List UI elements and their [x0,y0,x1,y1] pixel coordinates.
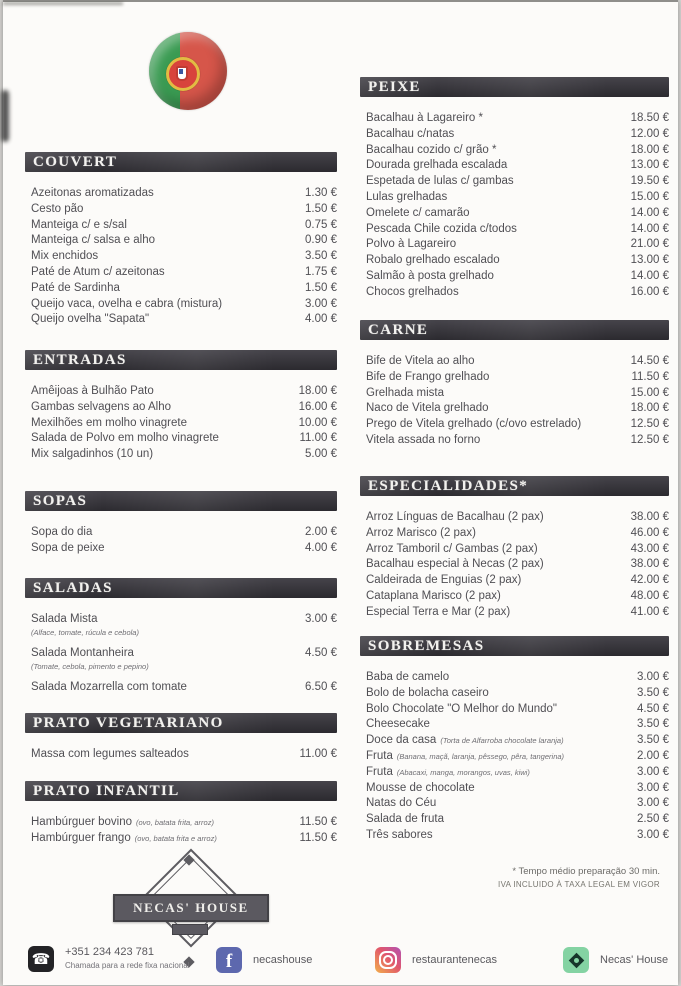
instagram-icon[interactable] [375,947,401,973]
item-name: Salada de Polvo em molho vinagrete [31,432,219,445]
item-note: (Banana, maçã, laranja, pêssego, pêra, tangerina) [396,751,565,761]
portugal-emblem-icon [166,57,200,91]
item-price: 4.00 € [305,313,337,326]
menu-section-saladas [25,578,337,695]
menu-item [360,285,669,301]
facebook-handle: necashouse [253,954,313,966]
section-title: ESPECIALIDADES* [368,478,529,494]
section-title: SOPAS [33,493,88,509]
section-header-peixe [360,77,669,97]
item-price: 4.50 € [305,646,337,659]
item-price: 18.00 € [630,143,669,156]
item-price: 1.50 € [305,202,337,215]
item-price: 1.50 € [305,281,337,294]
item-name: Pescada Chile cozida c/todos [366,222,517,235]
section-title: SALADAS [33,580,113,596]
item-price: 16.00 € [630,285,669,298]
menu-item [25,202,337,218]
item-name: Salada Mozarrella com tomate [31,680,187,693]
section-title: COUVERT [33,154,118,170]
menu-item [360,401,669,417]
item-name: Sopa de peixe [31,541,105,554]
section-header-sobremesas [360,636,669,656]
phone-note: Chamada para a rede fixa nacional [65,961,190,970]
section-items [360,97,669,301]
menu-item [25,297,337,313]
item-price: 3.00 € [637,828,669,841]
item-price: 43.00 € [630,542,669,555]
menu-item [25,815,337,831]
item-name: Bolo Chocolate "O Melhor do Mundo" [366,702,557,715]
menu-item [360,733,669,749]
item-price: 11.00 € [299,432,337,445]
item-price: 6.50 € [305,680,337,693]
section-title: PRATO VEGETARIANO [33,715,224,731]
menu-item [25,646,337,672]
item-price: 0.90 € [305,234,337,247]
menu-item [360,702,669,718]
menu-item [25,541,337,557]
item-name: Sopa do dia [31,526,93,538]
phone-contact [28,946,190,972]
item-price: 38.00 € [630,511,669,523]
item-name: Cheesecake [366,718,430,731]
item-price: 14.00 € [630,269,669,282]
item-name: Espetada de lulas c/ gambas [366,175,514,188]
menu-item [25,416,337,432]
instagram-handle: restaurantenecas [412,954,497,966]
item-price: 2.50 € [637,813,669,826]
item-name: Azeitonas aromatizadas [31,187,154,199]
item-name: Doce da casa [366,734,437,747]
item-name: Salada Mista [31,613,98,625]
item-price: 12.50 € [630,418,669,431]
item-name: Massa com legumes salteados [31,748,189,760]
item-name: Bacalhau especial à Necas (2 pax) [366,558,544,571]
menu-item [360,605,669,621]
menu-item [360,542,669,558]
menu-item [25,400,337,416]
menu-item [360,781,669,797]
menu-item [360,765,669,781]
section-header-couvert [25,152,337,172]
item-price: 3.00 € [637,765,669,778]
menu-section-sobremesas [360,636,669,844]
item-price: 3.50 € [637,734,669,747]
item-description: (Tomate, cebola, pimento e pepino) [31,661,149,671]
menu-item [360,749,669,765]
item-price: 19.50 € [630,175,669,188]
menu-item [25,265,337,281]
scan-smudge [1,90,9,142]
item-price: 13.00 € [630,159,669,172]
item-name: Bacalhau c/natas [366,127,455,140]
menu-item [360,526,669,542]
item-name: Manteiga c/ e s/sal [31,218,127,231]
item-name: Bife de Frango grelhado [366,370,490,383]
footnote-vat: IVA INCLUIDO À TAXA LEGAL EM VIGOR [498,880,660,889]
menu-item [360,557,669,573]
item-name: Arroz Línguas de Bacalhau (2 pax) [366,511,544,523]
menu-section-especialidades [360,476,669,621]
brand-contact [563,947,668,973]
menu-item [360,417,669,433]
item-price: 18.50 € [630,112,669,124]
section-items [25,370,337,463]
item-name: Cesto pão [31,202,84,215]
item-name: Mousse de chocolate [366,781,475,794]
item-name: Especial Terra e Mar (2 pax) [366,605,511,618]
item-name: Queijo vaca, ovelha e cabra (mistura) [31,297,223,310]
menu-item [360,143,669,159]
item-price: 38.00 € [630,558,669,571]
phone-icon: ☎ [28,946,54,972]
section-items [25,172,337,328]
item-price: 14.00 € [630,206,669,219]
menu-item [360,127,669,143]
brand-label: Necas' House [600,954,669,966]
menu-item [360,354,669,370]
menu-item [360,190,669,206]
item-price: 15.00 € [630,386,669,399]
menu-item [360,510,669,526]
item-name: Bacalhau à Lagareiro * [366,112,483,124]
item-price: 18.00 € [630,402,669,415]
section-title: CARNE [368,322,429,338]
instagram-contact[interactable] [375,947,497,973]
section-title: PEIXE [368,79,421,95]
section-items [360,496,669,621]
menu-item [25,312,337,328]
item-name: Dourada grelhada escalada [366,159,508,172]
scan-edge-artifact [3,2,123,5]
item-name: Cataplana Marisco (2 pax) [366,589,501,602]
menu-column-right [360,77,669,867]
facebook-contact[interactable] [216,947,312,973]
item-price: 2.00 € [637,749,669,762]
menu-section-prato-vegetariano [25,713,337,763]
necas-house-app-icon [563,947,589,973]
item-name: Hambúrguer frango [31,831,131,844]
menu-item [25,680,337,696]
menu-item [360,237,669,253]
item-price: 14.50 € [630,355,669,367]
menu-item [360,111,669,127]
item-price: 11.00 € [299,748,337,760]
menu-item [360,158,669,174]
item-name: Robalo grelhado escalado [366,254,500,267]
menu-item [25,233,337,249]
item-price: 16.00 € [298,400,337,413]
item-price: 3.50 € [305,250,337,263]
section-items [25,801,337,847]
item-price: 11.50 € [631,370,669,383]
item-name: Gambas selvagens ao Alho [31,400,172,413]
item-price: 3.00 € [637,797,669,810]
section-header-prato-infantil [25,781,337,801]
item-price: 1.30 € [305,187,337,199]
section-items [25,733,337,763]
item-price: 10.00 € [298,416,337,429]
item-price: 2.00 € [305,526,337,538]
item-name: Bife de Vitela ao alho [366,355,475,367]
item-name: Amêijoas à Bulhão Pato [31,385,154,397]
item-name: Mix salgadinhos (10 un) [31,448,154,461]
item-price: 4.00 € [305,541,337,554]
menu-section-sopas [25,491,337,557]
menu-item [25,431,337,447]
item-name: Paté de Atum c/ azeitonas [31,265,165,278]
item-name: Arroz Tamboril c/ Gambas (2 pax) [366,542,538,555]
menu-item [25,218,337,234]
logo-ribbon [113,894,269,922]
item-name: Polvo à Lagareiro [366,238,457,251]
item-price: 15.00 € [630,190,669,203]
section-items [360,656,669,844]
item-price: 21.00 € [630,238,669,251]
item-price: 0.75 € [305,218,337,231]
item-name: Salmão à posta grelhado [366,269,494,282]
item-price: 3.00 € [305,613,337,625]
menu-item [360,206,669,222]
item-price: 13.00 € [630,254,669,267]
item-price: 3.00 € [637,781,669,794]
facebook-icon[interactable]: f [216,947,242,973]
item-price: 3.50 € [637,718,669,731]
item-name: Salada Montanheira [31,646,134,659]
item-name: Três sabores [366,828,433,841]
menu-item [25,525,337,541]
item-price: 48.00 € [630,589,669,602]
section-header-especialidades [360,476,669,496]
menu-item [25,186,337,202]
menu-item [25,747,337,763]
menu-section-prato-infantil [25,781,337,847]
menu-section-peixe [360,77,669,301]
menu-item [360,370,669,386]
item-price: 42.00 € [630,574,669,587]
item-name: Caldeirada de Enguias (2 pax) [366,574,522,587]
footnote [498,866,660,889]
item-price: 41.00 € [630,605,669,618]
menu-item [25,249,337,265]
menu-item [360,174,669,190]
section-header-prato-vegetariano [25,713,337,733]
menu-item [360,386,669,402]
item-name: Vitela assada no forno [366,433,481,446]
item-price: 1.75 € [305,265,337,278]
menu-item [360,686,669,702]
item-name: Manteiga c/ salsa e alho [31,234,156,247]
item-name: Bacalhau cozido c/ grão * [366,143,497,156]
footer-bar [3,938,681,984]
item-price: 11.50 € [299,816,337,828]
item-name: Mexilhões em molho vinagrete [31,416,187,429]
section-items [360,340,669,449]
phone-number: +351 234 423 781 [65,946,155,958]
section-items [25,598,337,695]
item-note: (Abacaxi, manga, morangos, uvas, kiwi) [396,767,530,777]
section-header-entradas [25,350,337,370]
menu-item [25,281,337,297]
menu-item [360,573,669,589]
menu-section-carne [360,320,669,449]
menu-item [360,433,669,449]
item-price: 18.00 € [298,385,337,397]
menu-page [3,0,678,985]
item-price: 14.00 € [630,222,669,235]
menu-item [360,812,669,828]
item-price: 3.50 € [637,686,669,699]
item-price: 4.50 € [637,702,669,715]
item-note: (Torta de Alfarroba chocolate laranja) [440,736,564,746]
item-name: Arroz Marisco (2 pax) [366,526,476,539]
item-note: (ovo, batata frita e arroz) [134,833,217,843]
section-header-sopas [25,491,337,511]
menu-item [360,253,669,269]
menu-item [360,828,669,844]
menu-section-entradas [25,350,337,463]
logo-title: NECAS' HOUSE [133,900,249,915]
section-title: ENTRADAS [33,352,127,368]
section-title: PRATO INFANTIL [33,783,180,799]
item-name: Paté de Sardinha [31,281,120,294]
section-header-saladas [25,578,337,598]
menu-item [360,670,669,686]
item-price: 3.00 € [305,297,337,310]
menu-item [25,447,337,463]
portugal-flag-icon [149,32,227,110]
menu-item [360,589,669,605]
item-name: Salada de fruta [366,813,445,826]
item-name: Omelete c/ camarão [366,206,470,219]
item-price: 12.50 € [630,433,669,446]
item-note: (ovo, batata frita, arroz) [136,818,214,827]
item-name: Hambúrguer bovino [31,816,133,828]
item-price: 46.00 € [630,526,669,539]
menu-item [25,612,337,638]
item-name: Mix enchidos [31,250,99,263]
section-title: SOBREMESAS [368,638,485,654]
item-price: 11.50 € [299,831,337,844]
menu-item [360,222,669,238]
item-price: 5.00 € [305,448,337,461]
section-header-carne [360,320,669,340]
menu-item [360,269,669,285]
menu-item [360,717,669,733]
item-name: Baba de camelo [366,671,450,683]
logo-subbox [172,924,208,935]
menu-item [360,796,669,812]
footnote-preparation-time: * Tempo médio preparação 30 min. [512,866,660,877]
item-name: Chocos grelhados [366,285,459,298]
item-price: 3.00 € [637,671,669,683]
item-name: Natas do Céu [366,797,437,810]
item-description: (Alface, tomate, rúcula e cebola) [31,627,139,637]
item-name: Queijo ovelha "Sapata" [31,313,150,326]
item-name: Prego de Vitela grelhado (c/ovo estrelado) [366,418,582,431]
item-name: Bolo de bolacha caseiro [366,686,489,699]
menu-item [25,384,337,400]
item-name: Grelhada mista [366,386,444,399]
menu-column-left [25,152,337,852]
section-items [25,511,337,557]
item-price: 12.00 € [630,127,669,140]
item-name: Naco de Vitela grelhado [366,402,489,415]
item-name: Lulas grelhadas [366,190,448,203]
item-name: Fruta [366,749,393,762]
item-name: Fruta [366,765,393,778]
menu-section-couvert [25,152,337,328]
menu-item [25,831,337,847]
